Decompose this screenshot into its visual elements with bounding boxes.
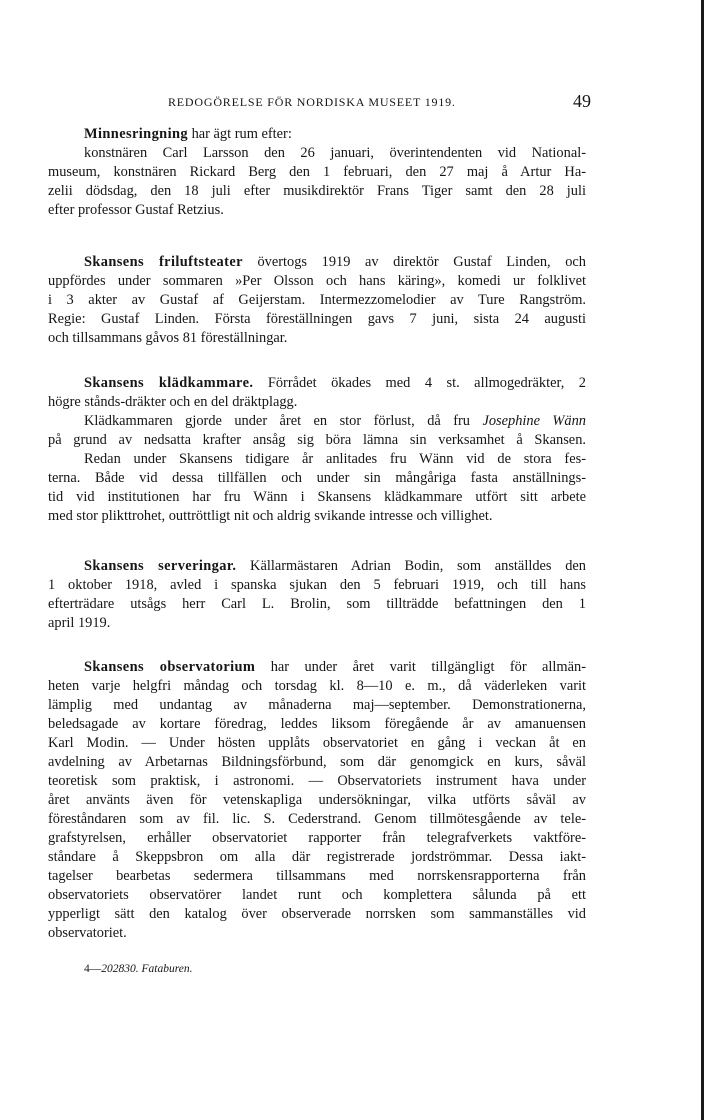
printer-signature: 4—202830. Fataburen. xyxy=(84,963,193,975)
paragraph-kladkammare: Skansens klädkammare. Förrådet ökades med 4 st. allmogedräkter, 2 högre stånds-dräkter och en del dräktplagg. Klädkammaren gjorde under året en stor förlust, då fru Josephine Wänn på grund av nedsatta krafter ansåg sig böra lämna sin verksamhet å Skansen. Redan under Skansens tidigare år anlitades fru Wänn vid de stora fes- terna. Både vid dessa tillfällen och under sin mångåriga fasta anställnings- tid vid institutionen har fru Wänn i Skansens klädkammare utfört sitt arbete med stor plikttrohet, outtröttligt nit och aldrig svikande intresse och villighet. xyxy=(48,375,586,524)
heading-observatorium: Skansens observatorium xyxy=(84,659,256,675)
heading-kladkammare: Skansens klädkammare. xyxy=(84,375,254,391)
heading-serveringar: Skansens serveringar. xyxy=(84,558,237,574)
paragraph-friluftsteater: Skansens friluftsteater övertogs 1919 av direktör Gustaf Linden, och uppfördes under sommaren »Per Olsson och hans käring», komedi ur folklivet i 3 akter av Gustaf af Geijerstam. Intermezzomelodier av Ture Rangström. Regie: Gustaf Linden. Första föreställningen gavs 7 juni, sista 24 augusti och tillsammans gåvos 81 föreställningar. xyxy=(48,254,586,346)
name-josephine-wann: Josephine Wänn xyxy=(482,413,586,429)
heading-friluftsteater: Skansens friluftsteater xyxy=(84,254,243,270)
paragraph-serveringar: Skansens serveringar. Källarmästaren Adrian Bodin, som anställdes den 1 oktober 1918, avled i spanska sjukan den 5 februari 1919, och till hans efterträdare utsågs herr Carl L. Brolin, som tillträdde befattningen den 1 april 1919. xyxy=(48,558,586,631)
paragraph-observatorium: Skansens observatorium har under året varit tillgängligt för allmän- heten varje helgfri måndag och torsdag kl. 8—10 e. m., då väderleken varit lämplig med undantag av månaderna maj—september. Demonstrationerna, beledsagade av kortare föredrag, leddes liksom föregående år av amanuensen Karl Modin. — Under hösten upplåts observatoriet en gång i veckan åt en avdelning av Arbetarnas Bildningsförbund, som där genomgick en kurs, såväl teoretisk som praktisk, i astronomi. — Observatoriets instrument hava under året använts även för vetenskapliga undersökningar, vilka utförts såväl av föreståndaren som av fil. lic. S. Cederstrand. Genom tillmötesgående av tele- grafstyrelsen, erhåller observatoriet rapporter från telegrafverkets vaktföre- ståndare å Skeppsbron om alla där registrerade jordströmmar. Dessa iakt- tagelser bearbetas sedermera tillsammans med norrskensrapporterna från observatoriets observatörer landet runt och komplettera sålunda på ett ypperligt sätt den katalog över observerade norrsken som sammanställes vid observatoriet. xyxy=(48,659,586,941)
running-title: REDOGÖRELSE FÖR NORDISKA MUSEET 1919. xyxy=(168,95,456,109)
page-number: 49 xyxy=(573,91,591,111)
heading-minnesringning: Minnesringning xyxy=(84,126,188,142)
paragraph-minnesringning: Minnesringning har ägt rum efter: konstnären Carl Larsson den 26 januari, överintendenten vid National- museum, konstnären Rickard Berg den 1 februari, den 27 maj å Artur Ha- zelii dödsdag, den 18 juli efter musikdirektör Frans Tiger samt den 28 juli efter professor Gustaf Retzius. xyxy=(48,126,586,218)
